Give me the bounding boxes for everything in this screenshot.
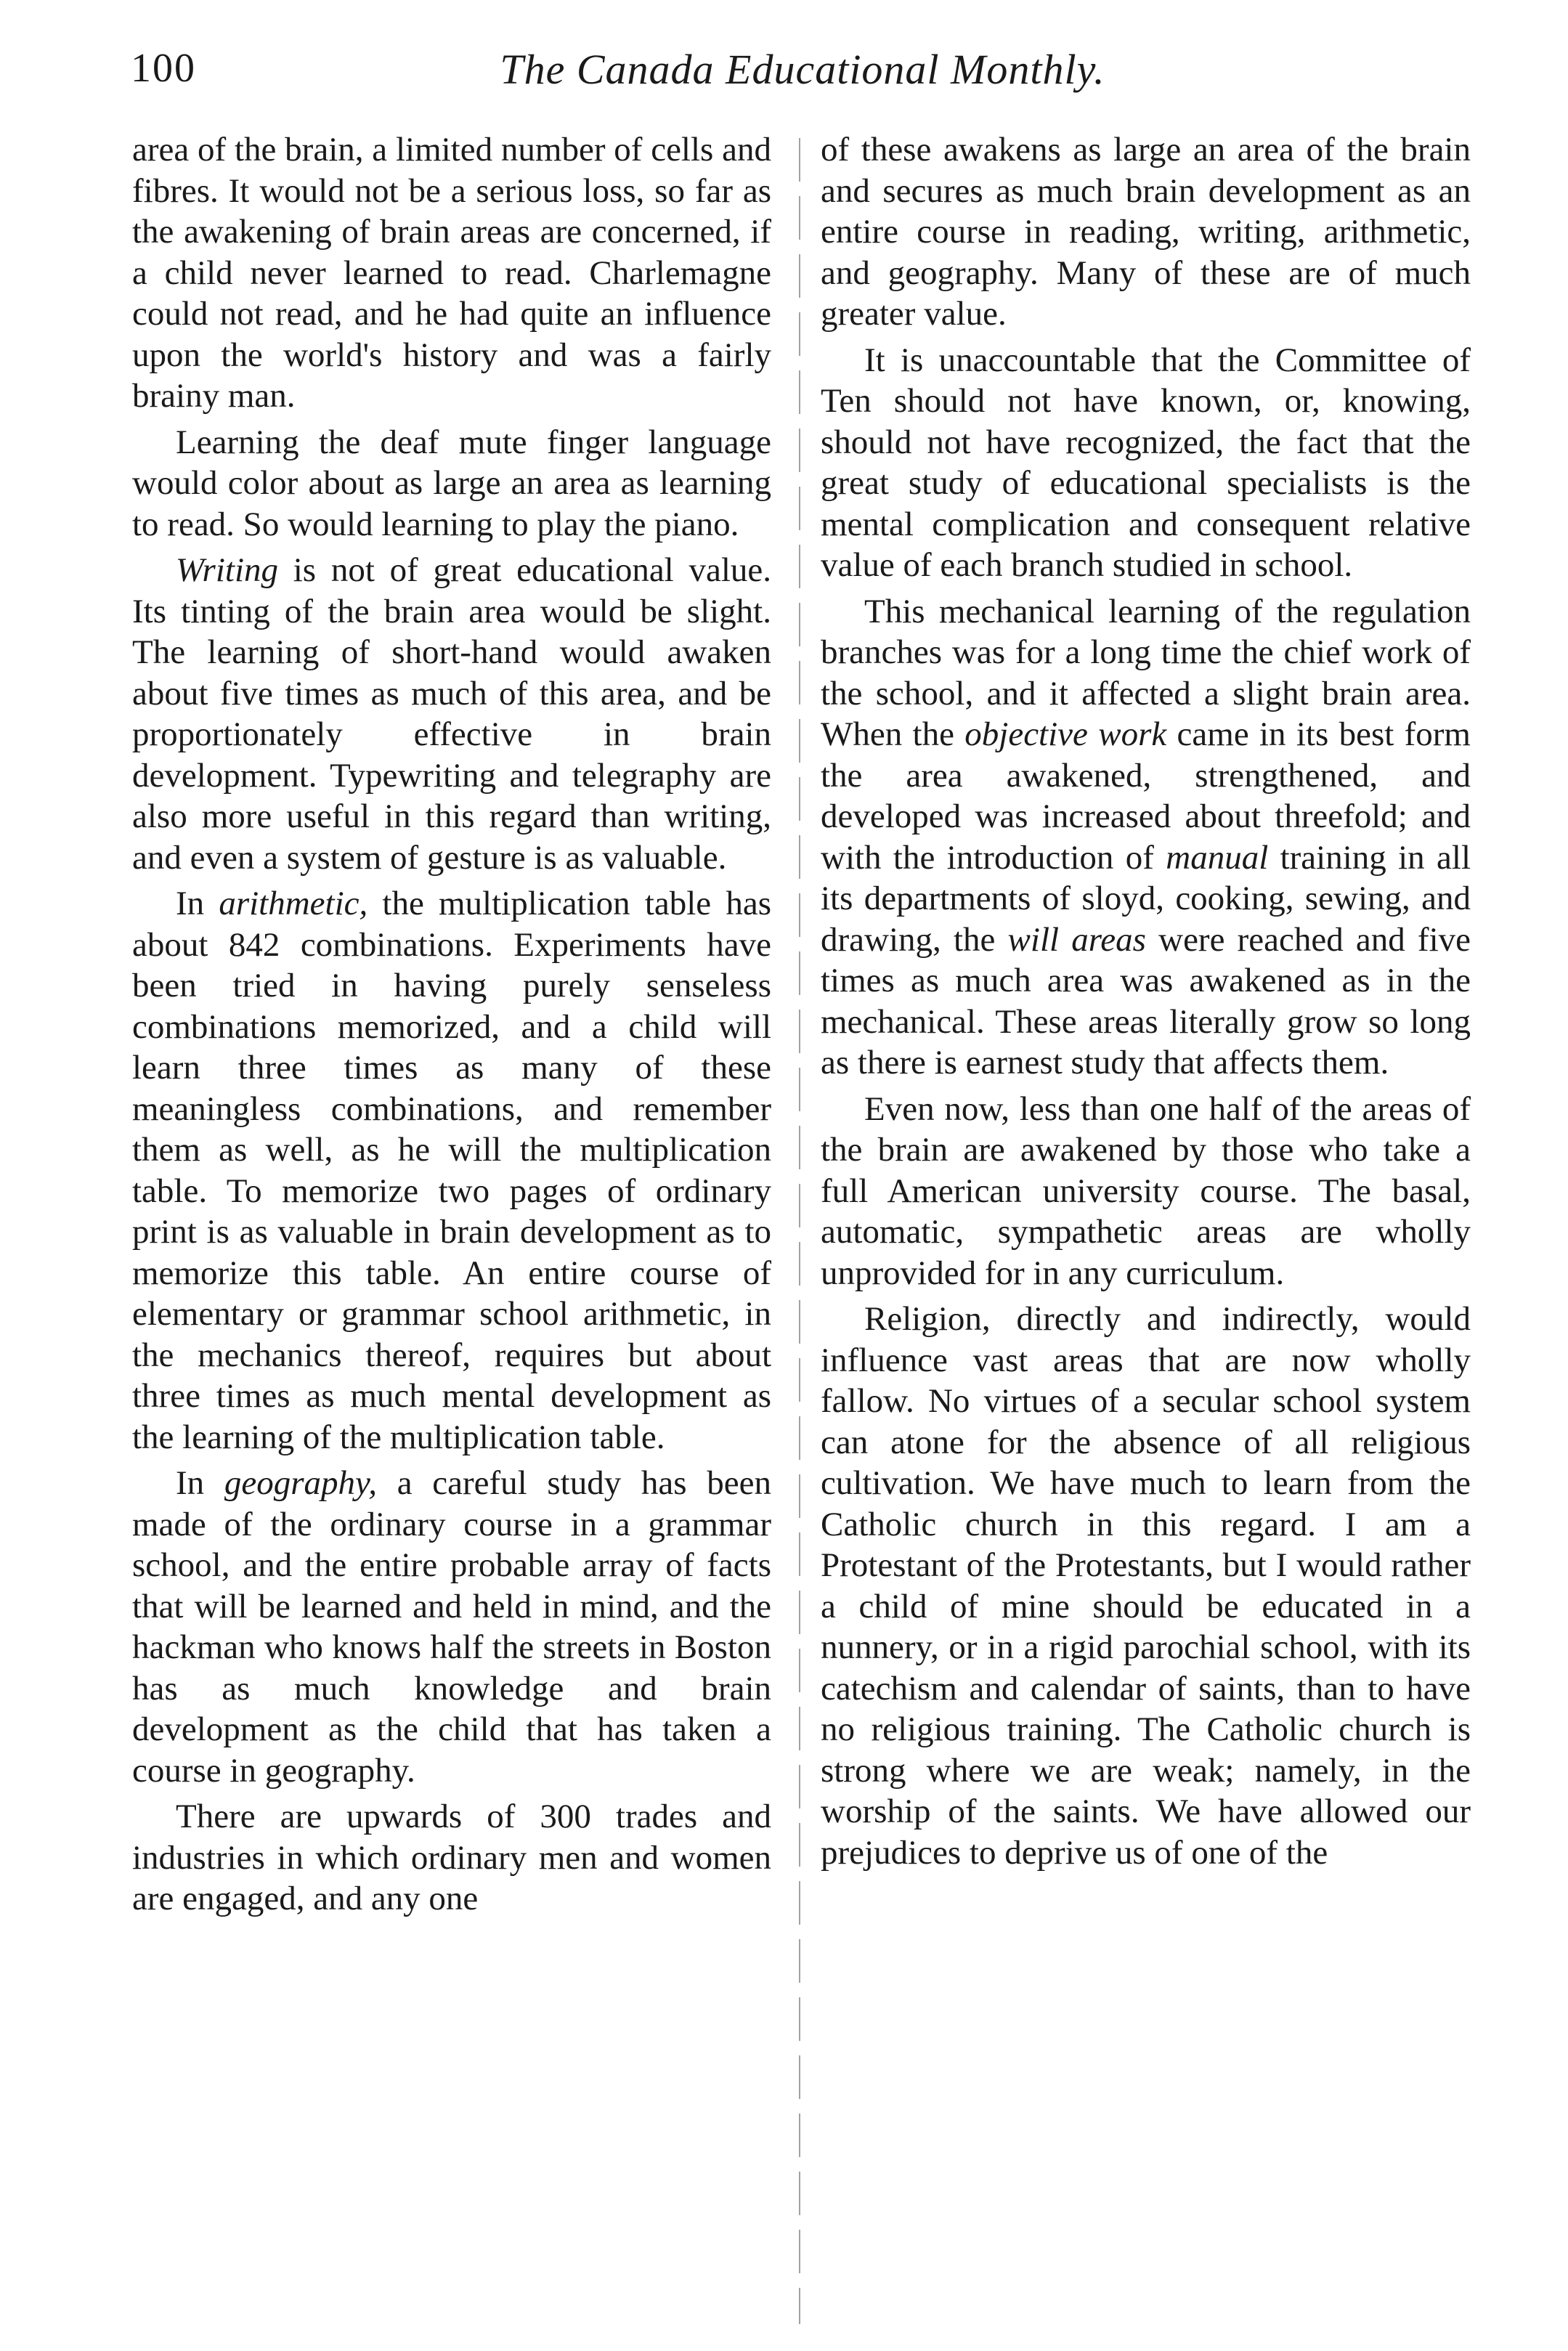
right-paragraph-2: It is unaccountable that the Committee of Ten should not have known, or, knowing, should not have recognized, the fact that the great study of educational specialists is the mental complication and consequent relative value of each branch studied in school. (821, 341, 1471, 584)
right-paragraph-5: Religion, directly and indirectly, would influence vast areas that are now wholly fallow. No virtues of a secular school system can atone for the absence of all religious cultivation. We have much to learn from the Catholic church in this regard. I am a Protestant of the Protestants, but I would rather a child of mine should be educated in a nunnery, or in a rigid parochial school, with its catechism and calendar of saints, than to have no religious training. The Catholic church is strong where we are weak; namely, in the worship of the saints. We have allowed our prejudices to deprive us of one of the (821, 1300, 1471, 1872)
page-header (131, 45, 1474, 110)
right-paragraph-3-mid: came in its best form the area awakened, strengthened, and developed was increased about threefold; and with the introduction of (821, 715, 1471, 877)
left-paragraph-4 (132, 883, 771, 1458)
left-column (132, 129, 771, 1925)
geography-emphasis: geography, (224, 1464, 378, 1502)
right-paragraph-3-lead: This mechanical learning of the regulation branches was for a long time the chief work of the school, and it affected a slight brain area. When the (821, 592, 1471, 753)
arithmetic-emphasis: arithmetic, (219, 885, 368, 922)
left-paragraph-1: area of the brain, a limited number of cells and fibres. It would not be a serious loss, so far as the awakening of brain areas are concerned, if a child never learned to read. Charlemagne could not read, and he had quite an influence upon the world's history and was a fairly brainy man. (132, 131, 771, 415)
left-paragraph-5-text: a careful study has been made of the ordinary course in a grammar school, and the entire probable array of facts that will be learned and held in mind, and the hackman who knows half the streets in Boston has as much knowledge and brain development as the child that has taken a course in geography. (132, 1464, 771, 1790)
manual-emphasis: manual (1166, 838, 1269, 877)
column-divider (799, 138, 800, 2324)
writing-emphasis: Writing (176, 551, 279, 589)
right-paragraph-1: of these awakens as large an area of the brain and secures as much brain development as an entire course in reading, writing, arithmetic, and geography. Many of these are of much greater value. (821, 131, 1471, 333)
left-paragraph-4-text: the multiplication table has about 842 combinations. Experiments have been tried in having purely senseless combinations memorized, and a child will learn three times as many of these meaningless combinations, and remember them as well, as he will the multiplication table. To memorize two pages of ordinary print is as valuable in brain development as to memorize this table. An entire course of elementary or grammar school arithmetic, in the mechanics thereof, requires but about three times as much mental development as the learning of the multiplication table. (132, 885, 771, 1456)
left-paragraph-5 (132, 1463, 771, 1791)
right-paragraph-3 (821, 591, 1471, 1084)
will-areas-emphasis: will areas (1007, 920, 1146, 959)
objective-work-emphasis: objective work (964, 715, 1167, 753)
left-paragraph-5-lead: In (176, 1464, 224, 1502)
left-paragraph-6: There are upwards of 300 trades and industries in which ordinary men and women are engaged, and any one (132, 1798, 771, 1917)
left-paragraph-3 (132, 550, 771, 878)
page-number: 100 (131, 46, 196, 91)
left-paragraph-3-text: is not of great educational value. Its tinting of the brain area would be slight. The learning of short-hand would awaken about five times as much of this area, and be proportionately effective in brain development. Typewriting and telegraphy are also more useful in this regard than writing, and even a system of gesture is as valuable. (132, 551, 771, 877)
right-paragraph-3-text: were reached and five times as much area was awakened as in the mechanical. These areas literally grow so long as there is earnest study that affects them. (821, 920, 1471, 1081)
left-paragraph-2: Learning the deaf mute finger language would color about as large an area as learning to read. So would learning to play the piano. (132, 423, 771, 543)
running-title: The Canada Educational Monthly. (500, 46, 1105, 93)
right-paragraph-3-mid2: training in all its departments of sloyd, cooking, sewing, and drawing, the (821, 838, 1471, 959)
left-paragraph-4-lead: In (176, 885, 219, 922)
right-column (821, 129, 1471, 1878)
right-paragraph-4: Even now, less than one half of the areas of the brain are awakened by those who take a full American university course. The basal, automatic, sympathetic areas are wholly unprovided for in any curriculum. (821, 1089, 1471, 1292)
